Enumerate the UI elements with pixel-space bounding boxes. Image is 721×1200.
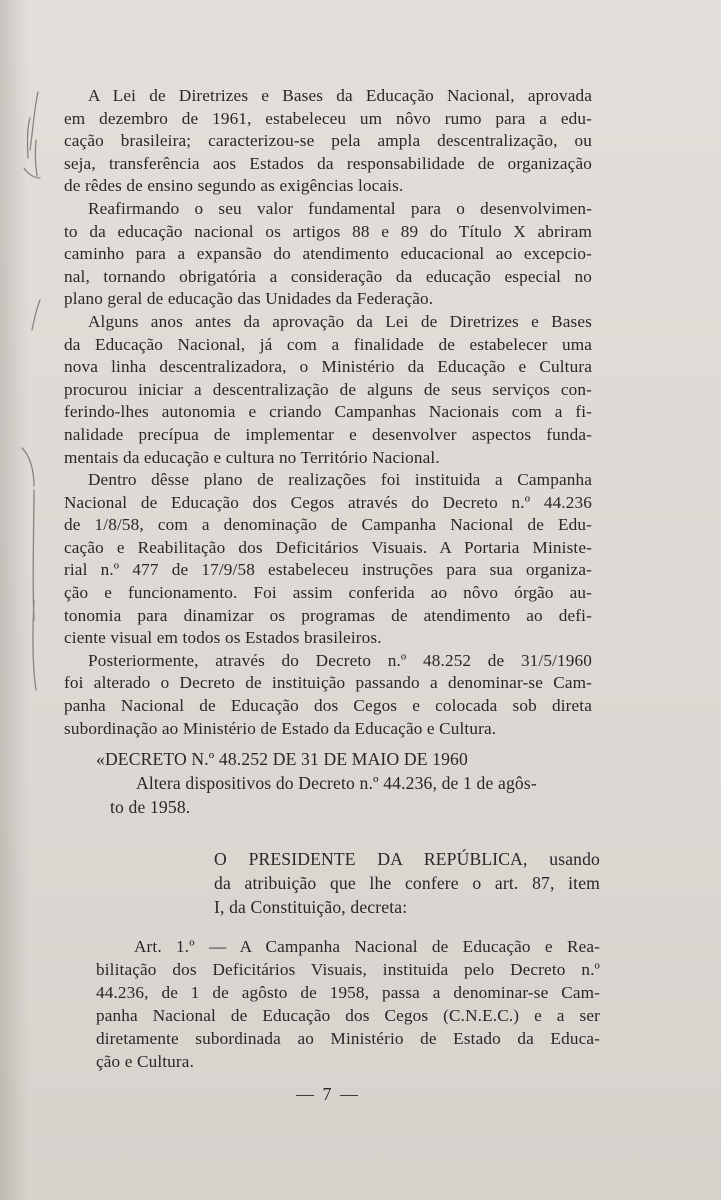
text-line: panha Nacional de Educação dos Cegos e colocada sob direta <box>64 696 592 716</box>
body-text <box>64 85 592 740</box>
paragraph-5 <box>64 650 592 740</box>
text-line: procurou iniciar a descentralização de alguns de seus serviços con- <box>64 379 592 399</box>
article-line: Art. 1.º — A Campanha Nacional de Educação e Rea- <box>134 937 600 956</box>
text-line: da Educação Nacional, já com a finalidade de estabelecer uma <box>64 334 592 354</box>
article-line: ção e Cultura. <box>96 1052 195 1071</box>
article-1 <box>96 936 600 1074</box>
text-line: seja, transferência aos Estados da responsabilidade de organização <box>64 153 592 173</box>
text-line: ciente visual em todos os Estados brasileiros. <box>64 628 382 648</box>
text-line: cação e Reabilitação dos Deficitários Visuais. A Portaria Ministe- <box>64 537 592 557</box>
decree-header <box>96 748 600 820</box>
paragraph-4 <box>64 469 592 650</box>
text-line: cação brasileira; caracterizou-se pela ampla descentralização, ou <box>64 131 592 151</box>
text-line: em dezembro de 1961, estabeleceu um nôvo rumo para a edu- <box>64 108 592 128</box>
preamble-line: O PRESIDENTE DA REPÚBLICA, usando <box>214 849 600 869</box>
text-line: de 1/8/58, com a denominação de Campanha Nacional de Edu- <box>64 515 592 535</box>
text-line: A Lei de Diretrizes e Bases da Educação Nacional, aprovada <box>88 86 592 105</box>
preamble-line: I, da Constituição, decreta: <box>214 897 408 917</box>
article-line: bilitação dos Deficitários Visuais, instituida pelo Decreto n.º <box>96 960 600 979</box>
page-number: — 7 — <box>296 1084 360 1104</box>
article-line: diretamente subordinada ao Ministério de Estado da Educa- <box>96 1029 600 1048</box>
decree-summary-line: Altera dispositivos do Decreto n.º 44.236, de 1 de agôs- <box>136 773 537 793</box>
decree-title: «DECRETO N.º 48.252 DE 31 DE MAIO DE 1960 <box>96 749 468 769</box>
text-line: nova linha descentralizadora, o Ministério da Educação e Cultura <box>64 357 592 377</box>
text-line: subordinação ao Ministério de Estado da Educação e Cultura. <box>64 718 497 738</box>
text-line: rial n.º 477 de 17/9/58 estabeleceu instruções para sua organiza- <box>64 560 592 580</box>
text-line: Nacional de Educação dos Cegos através do Decreto n.º 44.236 <box>64 492 592 512</box>
article-line: 44.236, de 1 de agôsto de 1958, passa a denominar-se Cam- <box>96 983 600 1002</box>
text-line: de rêdes de ensino segundo as exigências locais. <box>64 176 404 196</box>
president-preamble <box>214 848 600 920</box>
text-line: foi alterado o Decreto de instituição passando a denominar-se Cam- <box>64 673 592 693</box>
text-line: nal, tornando obrigatória a consideração da educação especial no <box>64 266 592 286</box>
text-line: Posteriormente, através do Decreto n.º 48.252 de 31/5/1960 <box>88 650 592 670</box>
text-line: tonomia para dinamizar os programas de atendimento ao defi- <box>64 605 592 625</box>
text-line: plano geral de educação das Unidades da Federação. <box>64 289 434 309</box>
text-line: Dentro dêsse plano de realizações foi instituida a Campanha <box>88 470 592 490</box>
paragraph-1 <box>64 85 592 198</box>
paragraph-2 <box>64 198 592 311</box>
decree-summary-line: to de 1958. <box>110 797 191 817</box>
paragraph-3 <box>64 311 592 469</box>
text-line: Alguns anos antes da aprovação da Lei de Diretrizes e Bases <box>88 311 592 331</box>
text-line: nalidade precípua de implementar e desenvolver aspectos funda- <box>64 424 592 444</box>
text-line: mentais da educação e cultura no Território Nacional. <box>64 447 440 467</box>
text-line: Reafirmando o seu valor fundamental para o desenvolvimen- <box>88 198 592 218</box>
preamble-line: da atribuição que lhe confere o art. 87, item <box>214 873 600 893</box>
article-line: panha Nacional de Educação dos Cegos (C.N.E.C.) e a ser <box>96 1006 600 1025</box>
text-line: caminho para a expansão do atendimento educacional ao excepcio- <box>64 244 592 264</box>
text-line: ção e funcionamento. Foi assim conferida ao nôvo órgão au- <box>64 583 592 603</box>
text-line: ferindo-lhes autonomia e criando Campanhas Nacionais com a fi- <box>64 402 592 422</box>
text-line: to da educação nacional os artigos 88 e 89 do Título X abriram <box>64 221 592 241</box>
